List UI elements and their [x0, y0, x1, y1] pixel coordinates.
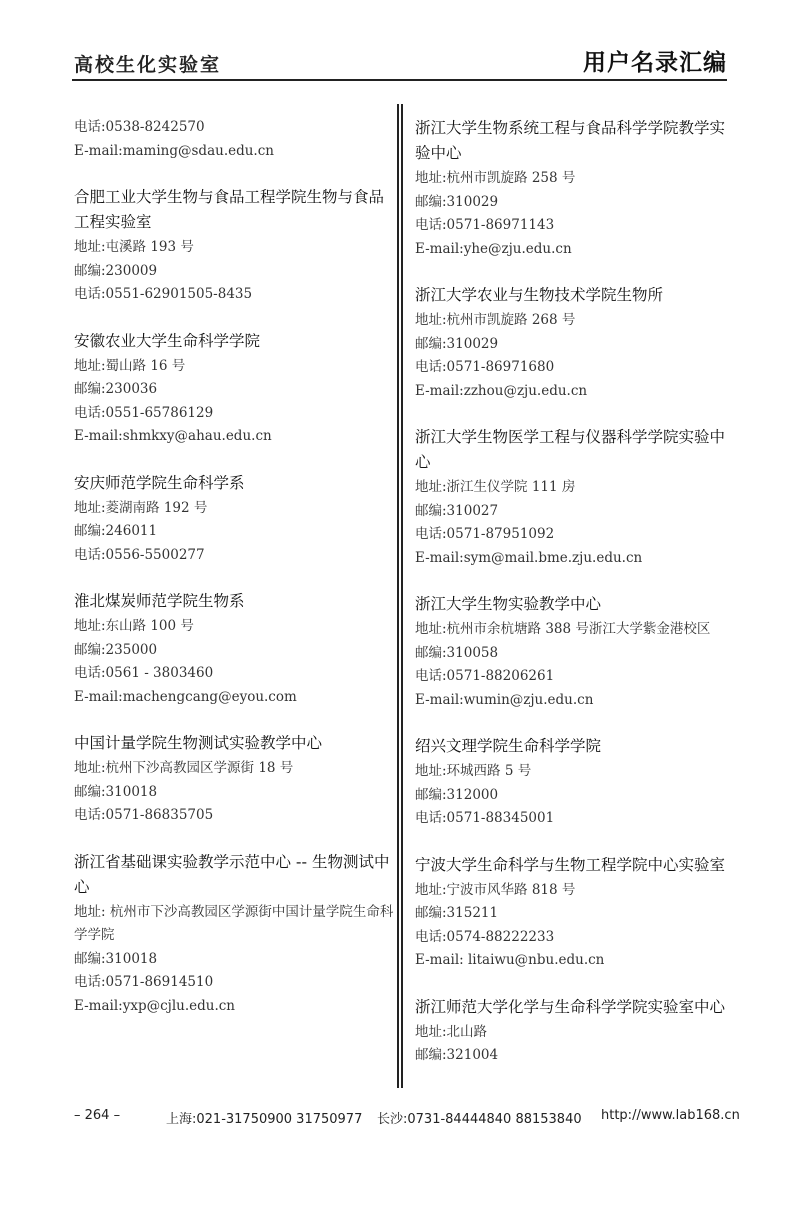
email-line: E-mail:machengcang@eyou.com [74, 688, 297, 705]
address-line: 地址:浙江生仪学院 111 房 [415, 479, 576, 495]
directory-entry [415, 995, 733, 1068]
address-line: 地址: 杭州市下沙高教园区学源街中国计量学院生命科学学院 [74, 903, 394, 943]
address-line: 地址:杭州市余杭塘路 388 号浙江大学紫金港校区 [415, 621, 711, 637]
phone-line: 电话:0556-5500277 [74, 546, 205, 563]
left-column [74, 116, 394, 1040]
directory-entry [74, 185, 394, 307]
institution-name: 宁波大学生命科学与生物工程学院中心实验室 [415, 855, 726, 874]
directory-entry [74, 116, 394, 163]
institution-name: 安徽农业大学生命科学学院 [74, 331, 261, 350]
postcode-line: 邮编:310029 [415, 193, 499, 210]
address-line: 地址:东山路 100 号 [74, 618, 194, 634]
institution-name: 浙江大学生物实验教学中心 [415, 595, 602, 613]
directory-entry [415, 283, 733, 403]
directory-entry [415, 116, 733, 261]
page-number: – 264 – [74, 1108, 121, 1123]
institution-name: 浙江师范大学化学与生命科学学院实验室中心 [415, 997, 726, 1016]
institution-name: 安庆师范学院生命科学系 [74, 473, 245, 492]
address-line: 地址:菱湖南路 192 号 [74, 499, 208, 516]
postcode-line: 邮编:230036 [74, 381, 158, 397]
phone-line: 电话:0538-8242570 [74, 119, 205, 135]
phone-line: 电话:0571-86971143 [415, 217, 555, 233]
directory-entry [415, 425, 733, 570]
phone-line: 电话:0561 - 3803460 [74, 665, 214, 681]
email-line: E-mail:wumin@zju.edu.cn [415, 691, 594, 708]
postcode-line: 邮编:310018 [74, 950, 158, 967]
postcode-line: 邮编:230009 [74, 262, 158, 279]
address-line: 地址:杭州市凯旋路 258 号 [415, 170, 576, 186]
phone-line: 电话:0571-86914510 [74, 974, 214, 990]
postcode-line: 邮编:310058 [415, 644, 499, 661]
institution-name: 绍兴文理学院生命科学学院 [415, 737, 602, 755]
footer-changsha-phone: 长沙:0731-84444840 88153840 [377, 1112, 582, 1127]
address-line: 地址:屯溪路 193 号 [74, 239, 194, 255]
phone-line: 电话:0571-87951092 [415, 526, 555, 542]
running-header-section: 高校生化实验室 [74, 54, 222, 76]
institution-name: 浙江大学农业与生物技术学院生物所 [415, 286, 664, 304]
institution-name: 浙江省基础课实验教学示范中心 -- 生物测试中心 [74, 852, 390, 896]
postcode-line: 邮编:310018 [74, 783, 158, 800]
address-line: 地址:杭州下沙高教园区学源街 18 号 [74, 760, 294, 776]
institution-name: 合肥工业大学生物与食品工程学院生物与食品工程实验室 [74, 188, 385, 231]
phone-line: 电话:0571-86835705 [74, 807, 214, 823]
directory-entry [74, 850, 394, 1019]
email-line: E-mail: litaiwu@nbu.edu.cn [415, 952, 605, 968]
email-line: E-mail:zzhou@zju.edu.cn [415, 382, 588, 399]
phone-line: 电话:0571-88206261 [415, 668, 555, 684]
email-line: E-mail:yhe@zju.edu.cn [415, 240, 572, 257]
phone-line: 电话:0571-88345001 [415, 810, 555, 826]
directory-entry [415, 853, 733, 973]
postcode-line: 邮编:312000 [415, 786, 499, 803]
postcode-line: 邮编:246011 [74, 523, 158, 539]
running-header-title: 用户名录汇编 [583, 50, 727, 76]
address-line: 地址:杭州市凯旋路 268 号 [415, 312, 576, 328]
directory-entry [74, 329, 394, 449]
email-line: E-mail:shmkxy@ahau.edu.cn [74, 428, 272, 444]
directory-entry [74, 589, 394, 709]
postcode-line: 邮编:315211 [415, 905, 499, 921]
address-line: 地址:宁波市风华路 818 号 [415, 881, 576, 898]
postcode-line: 邮编:321004 [415, 1047, 499, 1063]
postcode-line: 邮编:310029 [415, 335, 499, 352]
footer-shanghai-phone: 上海:021-31750900 31750977 [166, 1112, 363, 1127]
phone-line: 电话:0551-65786129 [74, 404, 214, 421]
address-line: 地址:北山路 [415, 1023, 488, 1040]
directory-entry [415, 734, 733, 831]
phone-line: 电话:0574-88222233 [415, 928, 555, 945]
directory-entry [74, 731, 394, 828]
footer-url[interactable]: http://www.lab168.cn [601, 1108, 740, 1123]
header-rule [72, 79, 727, 81]
institution-name: 中国计量学院生物测试实验教学中心 [74, 734, 323, 752]
institution-name: 淮北煤炭师范学院生物系 [74, 592, 245, 610]
postcode-line: 邮编:310027 [415, 502, 499, 519]
email-line: E-mail:maming@sdau.edu.cn [74, 142, 274, 159]
phone-line: 电话:0551-62901505-8435 [74, 286, 253, 302]
institution-name: 浙江大学生物系统工程与食品科学学院教学实验中心 [415, 119, 726, 162]
directory-entry [415, 592, 733, 712]
postcode-line: 邮编:235000 [74, 641, 158, 658]
phone-line: 电话:0571-86971680 [415, 359, 555, 375]
email-line: E-mail:sym@mail.bme.zju.edu.cn [415, 549, 643, 566]
right-column [415, 116, 733, 1090]
address-line: 地址:环城西路 5 号 [415, 763, 532, 779]
address-line: 地址:蜀山路 16 号 [74, 357, 186, 374]
directory-entry [74, 471, 394, 568]
column-divider [397, 104, 403, 1088]
institution-name: 浙江大学生物医学工程与仪器科学学院实验中心 [415, 428, 726, 471]
email-line: E-mail:yxp@cjlu.edu.cn [74, 997, 236, 1014]
